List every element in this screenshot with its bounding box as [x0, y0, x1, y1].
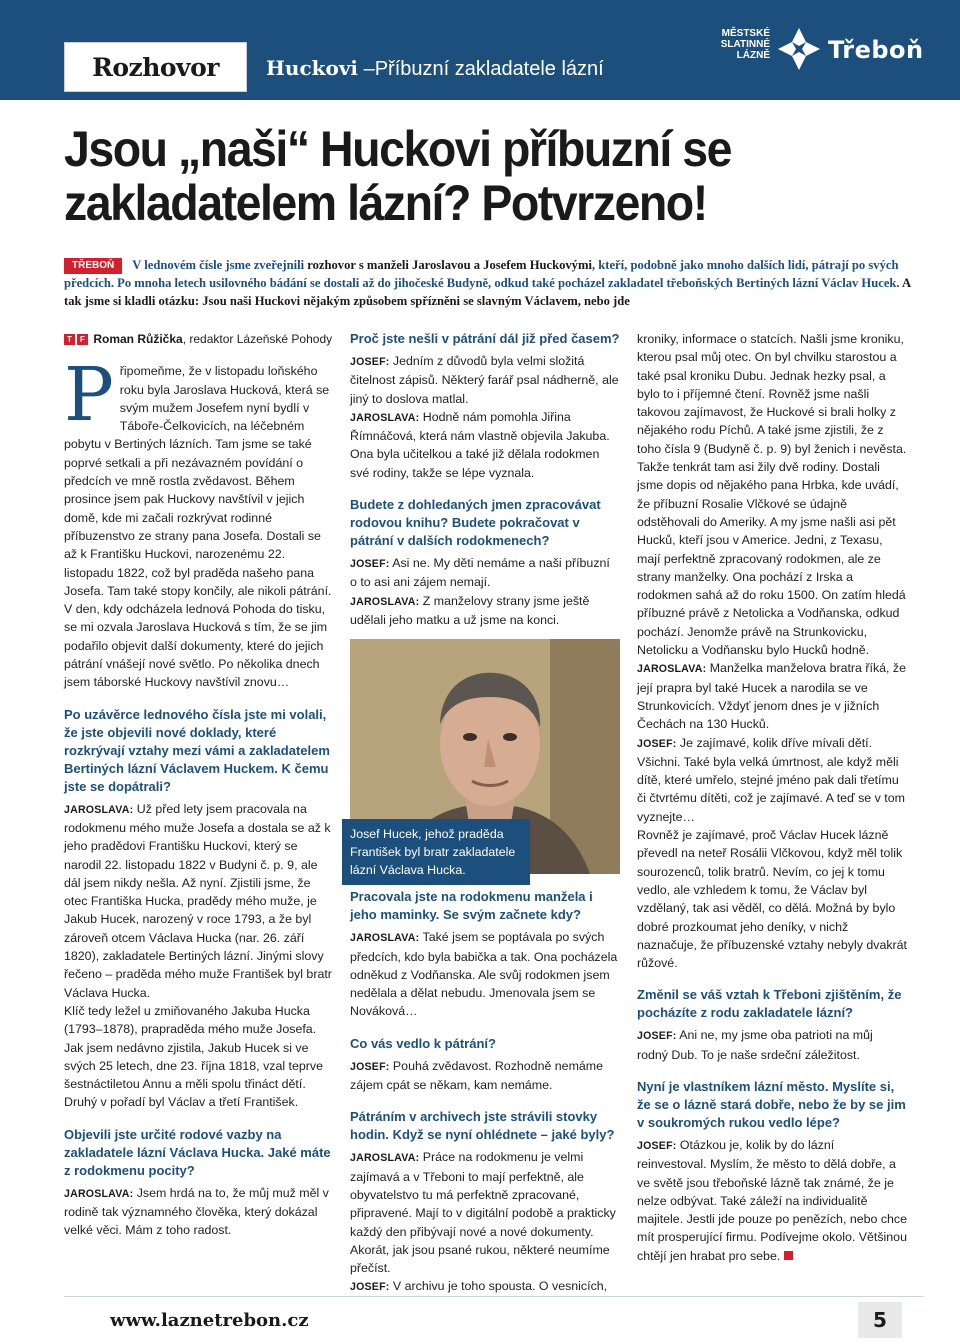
- answer: JOSEF: Jedním z důvodů byla velmi složitá čitelnost zápisů. Některý farář psal nádherně, ale jiný to doslova matlal.: [350, 354, 619, 406]
- answer: JOSEF: Je zajímavé, kolik dříve mívali dětí. Všichni. Také byla velká úmrtnost, ale když měli dítě, které umřelo, stejné jméno pak dali třetímu či čtvrtému dítěti, což je zajímavé. A teď se v tom vyznejte…: [637, 735, 905, 824]
- question: Nyní je vlastníkem lázní město. Myslíte si, že se o lázně stará dobře, nebo že by se jim v soukromých rukou vedlo lépe?: [637, 1078, 906, 1130]
- answer: JOSEF: V archivu je toho spousta. O vesnicích,: [350, 1279, 608, 1294]
- answer: JAROSLAVA: Už před lety jsem pracovala na rodokmenu mého muže Josefa a dostala se až k jeho pradědovi Františku Huckovi, který se narodil 22. listopadu 1822 v Budyni č. p. 9, ale dál jsem nikdy nešla. Až nyní. Zjistili jsme, že otec Františka Hucka, pradědy mého muže, je Jakub Hucek, narozený v roce 1793, a že byl zároveň otcem Václava Hucka (nar. 26. září 1820), zakladatele Bertiných lázní. Jinými slovy řečeno – praděda mého muže František byl bratr Václava Hucka.: [64, 801, 332, 1000]
- author-name: Roman Růžička: [93, 332, 183, 346]
- answer: JOSEF: Pouhá zvědavost. Rozhodně nemáme zájem cpát se někam, kam nemáme.: [350, 1058, 603, 1093]
- question: Budete z dohledaných jmen zpracovávat rodovou knihu? Budete pokračovat v pátrání v dalších rodokmenech?: [350, 497, 601, 549]
- spa-flower-icon: [776, 26, 822, 72]
- section-label: Rozhovor: [64, 42, 247, 92]
- answer: JOSEF: Asi ne. My děti nemáme a naši příbuzní o to asi ani zájem nemají.: [350, 556, 610, 590]
- answer-continued: kroniky, informace o statcích. Našli jsme kroniku, kterou psal můj otec. On byl chvilku starostou a také psal kroniku Dubu. Jednak hezky psal, a bylo to i příjemné čtení. Rovněž jsme našli takovou zajímavost, že Huckové si brali holky z nějakého rodu Píchů. A také jsme zjistili, že z toho čísla 9 (Budyně č. p. 9) byl ženich i nevěsta. Takže tenkrát tam asi žily dvě rodiny. Dostali jsme dopis od nějakého pana Hrbka, kde uvádí, že příbuzní Rosalie Vlčkové se údajně odstěhovali do Ameriky. A my jsme našli asi pět Hucků, kteří jsou v Americe. Jedni, z Texasu, mají perfektně zpracovaný rodokmen, ale ze strany manželky. Ona pochází z Irska a rodokmen sahá až do roku 1500. On zatím hledá příbuzné právě z Netolicka a Vodňanska, odkud pochází. Jenomže právě na Strunkovicku, Netolicku a Vodňansku bylo Hucků hodně.: [637, 332, 907, 658]
- photo-caption: Josef Hucek, jehož praděda František byl bratr zakladatele lázní Václava Hucka.: [342, 819, 530, 885]
- answer: JOSEF: Otázkou je, kolik by do lázní reinvestoval. Myslím, že město to dělá dobře, a ve světě jsou třeboňské lázně tak známé, že je nelze odbývat. Také záleží na individualitě majitele. Jestli jde pouze po penězích, nebo chce mít prosperující firmu. Podívejme okolo. Většinou chtějí jen hrabat pro sebe.: [637, 1137, 908, 1263]
- brand-logo: [716, 26, 924, 76]
- answer: JOSEF: Ani ne, my jsme oba patrioti na můj rodný Dub. To je naše srdeční záležitost.: [637, 1028, 873, 1062]
- question: Pracovala jste na rodokmenu manžela i jeho maminky. Se svým začnete kdy?: [350, 889, 593, 923]
- website-link[interactable]: www.laznetrebon.cz: [110, 1310, 309, 1331]
- end-of-article-icon: [784, 1251, 793, 1260]
- answer: JAROSLAVA: Z manželovy strany jsme ještě udělali jeho matku a už jsme na konci.: [350, 593, 590, 627]
- header-subtitle: Huckovi –Příbuzní zakladatele lázní: [266, 56, 604, 80]
- facebook-icon: F: [77, 334, 88, 345]
- portrait-photo: [350, 639, 620, 878]
- answer: JAROSLAVA: Hodně nám pomohla Jiřina Římnáčová, která nám vlastně objevila Jakuba. Ona byla učitelkou a také již dělala rodokmen své rodiny, takže se lépe vyznala.: [350, 409, 610, 480]
- drop-cap: P: [64, 352, 114, 439]
- location-tag: TŘEBOŇ: [64, 258, 122, 274]
- question: Co vás vedlo k pátrání?: [350, 1035, 496, 1051]
- column-2: [350, 330, 620, 1297]
- question: Změnil se váš vztah k Třeboni zjištěním, že pocházíte z rodu zakladatele lázní?: [637, 987, 902, 1021]
- column-3: [637, 330, 907, 1265]
- page-number: 5: [858, 1302, 902, 1338]
- question: Pátráním v archivech jste strávili stovky hodin. Když se nyní ohlédnete – jaké byly?: [350, 1109, 615, 1143]
- intro-paragraph-2: V den, kdy odcházela lednová Pohoda do tisku, se mi ozvala Jaroslava Hucková s tím, že se jim podařilo objevit další dokumenty, které do jejich pátrání vnášejí nové světlo. Po několika dnech jsem táborské Huckovy navštívil znovu…: [64, 602, 328, 690]
- answer: JAROSLAVA: Práce na rodokmenu je velmi zajímavá a v Třeboni to mají perfektně, ale obyvatelstvo tu má perfektně zpracované, připravené. Mají to v digitální podobě a prakticky každý den přibývají nové a nové dokumenty. Akorát, jak jsou psané rukou, některé neumíme přečíst.: [350, 1150, 616, 1276]
- footer-divider: [64, 1296, 924, 1297]
- byline: [64, 330, 332, 348]
- answer-continued: Klíč tedy ležel u zmiňovaného Jakuba Hucka (1793–1878), prapraděda mého muže Josefa. Jak jsem nedávno zjistila, Jakub Hucek si ve svých 25 letech, dne 23. října 1818, vzal teprve šestnáctiletou Annu a měli spolu třináct dětí. Druhý v pořadí byl Václav a třetí František.: [64, 1003, 323, 1110]
- intro-paragraph: Připomeňme, že v listopadu loňského roku byla Jaroslava Hucková, která se svým mužem Josefem nyní bydlí v Táboře-Čelkovicích, na léčebném pobytu v Bertiných lázních. Tam jsme se také poprvé setkali a při nezávazném povídání o předcích ve mně rostla zvědavost. Během prosince jsem pak Huckovy navštívil v jejich domě, kde mi začali rozkrývat rodinné příbuzenstvo ze strany pana Josefa. Dostali se až k Františku Huckovi, narozenému 22. listopadu 1822, což byl praděda našeho pana Josefa. Tam také stopy končily, ale nikoli pátrání.: [64, 352, 332, 598]
- question: Proč jste nešli v pátrání dál již před časem?: [350, 331, 620, 346]
- answer: JAROSLAVA: Manželka manželova bratra říká, že její prapra byl také Hucek a narodila se ve Strunkovicích. Vždyť jenom dnes je v jižních Čechách na 130 Hucků.: [637, 661, 907, 732]
- author-role: , redaktor Lázeňské Pohody: [182, 332, 333, 346]
- column-1: [64, 330, 332, 1240]
- brand-town: Třeboň: [828, 36, 924, 64]
- headline: Jsou „naši“ Huckovi příbuzní se zakladatelem lázní? Potvrzeno!: [64, 121, 732, 231]
- answer-continued: Rovněž je zajímavé, proč Václav Hucek lázně převedl na neteř Rosálii Vlčkovou, když měl tolik sourozenců, tolik bratrů. Nevím, co jej k tomu vedlo, ale vzhledem k tomu, že Václav byl vzdělaný, tak asi věděl, co dělá. Možná by bylo dobré prozkoumat jeho deníky, v nichž naznačuje, že příbuzenské vztahy nebyly dvakrát růžové.: [637, 828, 907, 971]
- question: Objevili jste určité rodové vazby na zakladatele lázní Václava Hucka. Jaké máte z rodokmenu pocity?: [64, 1126, 331, 1178]
- answer: JAROSLAVA: Také jsem se poptávala po svých předcích, kdo byla babička a tak. Ona pocházela odněkud z Vodňanska. Ale svůj rodokmen jsem nedělala a dělat nebudu. Jmenovala jsem se Nováková…: [350, 930, 618, 1019]
- question: Po uzávěrce lednového čísla jste mi volali, že jste objevili nové doklady, které rozkrývají vztahy mezi vámi a zakladatelem Bertiných lázní Václavem Huckem. K čemu jste se dopátrali?: [64, 706, 330, 794]
- lead-paragraph: TŘEBOŇ V lednovém čísle jsme zveřejnili rozhovor s manželi Jaroslavou a Josefem Huckovými, kteří, podobně jako mnoho dalších lidí, pátrají po svých předcích. Po mnoha letech usilovného bádání se dostali až do jihočeské Budyně, odkud také pocházel zakladatel třeboňských Bertiných lázní Václav Hucek. A tak jsme si kladli otázku: Jsou naši Huckovi nějakým způsobem spřízněni se slavným Václavem, nebo jde: [64, 258, 911, 308]
- answer: JAROSLAVA: Jsem hrdá na to, že můj muž měl v rodině tak významného člověka, který dokázal velké věci. Mám z toho radost.: [64, 1185, 329, 1238]
- twitter-icon: T: [64, 334, 75, 345]
- brand-name-lines: MĚSTSKÉ SLATINNÉ LÁZNĚ: [720, 28, 770, 61]
